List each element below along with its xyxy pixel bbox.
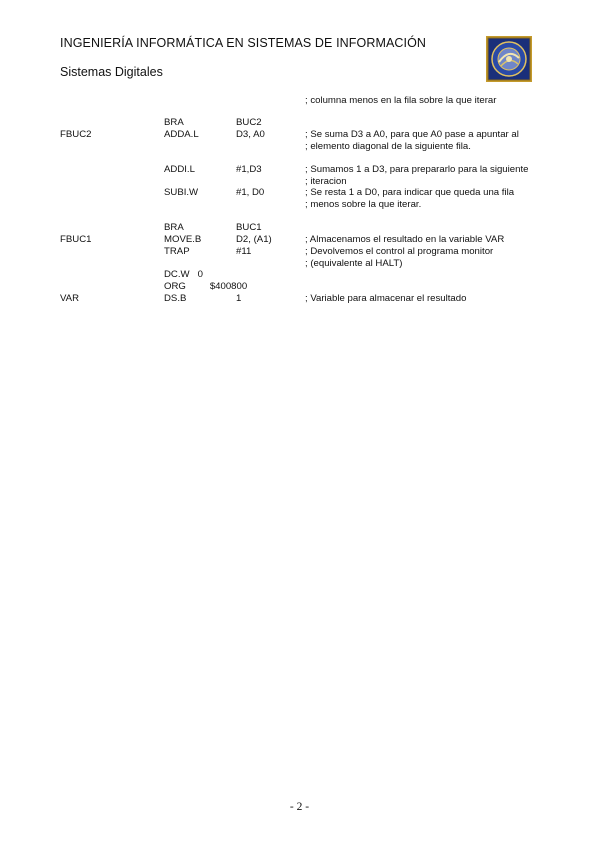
code-comment: ; Sumamos 1 a D3, para prepararlo para la siguiente xyxy=(305,164,529,175)
code-line xyxy=(0,293,599,305)
code-line xyxy=(0,95,599,107)
code-label: FBUC1 xyxy=(60,234,92,245)
code-line xyxy=(0,234,599,246)
code-comment: ; Se suma D3 a A0, para que A0 pase a apuntar al xyxy=(305,129,519,140)
code-comment: ; Devolvemos el control al programa monitor xyxy=(305,246,494,257)
code-operand: BUC1 xyxy=(236,222,262,233)
code-comment: ; Se resta 1 a D0, para indicar que queda una fila xyxy=(305,187,515,198)
code-operand: D3, A0 xyxy=(236,129,265,140)
code-operand: D2, (A1) xyxy=(236,234,272,245)
code-operand: BUC2 xyxy=(236,117,262,128)
code-line xyxy=(0,187,599,199)
code-line xyxy=(0,199,599,211)
code-comment: ; Variable para almacenar el resultado xyxy=(305,293,467,304)
document-header-subtitle: Sistemas Digitales xyxy=(60,65,163,79)
code-line xyxy=(0,246,599,258)
code-opcode: MOVE.B xyxy=(164,234,202,245)
code-line xyxy=(0,222,599,234)
page-number: - 2 - xyxy=(289,801,310,813)
code-line xyxy=(0,269,599,281)
code-line xyxy=(0,164,599,176)
code-comment: ; iteracion xyxy=(305,176,347,187)
code-opcode: BRA xyxy=(164,222,184,233)
code-line xyxy=(0,281,599,293)
code-opcode: SUBI.W xyxy=(164,187,199,198)
code-opcode: ADDI.L xyxy=(164,164,195,175)
code-opcode: ADDA.L xyxy=(164,129,199,140)
code-operand: #11 xyxy=(236,246,252,257)
code-operand: #1, D0 xyxy=(236,187,265,198)
code-line xyxy=(0,141,599,153)
code-operand: #1,D3 xyxy=(236,164,262,175)
code-label: FBUC2 xyxy=(60,129,92,140)
code-opcode: DS.B xyxy=(164,293,187,304)
code-comment: ; Almacenamos el resultado en la variable VAR xyxy=(305,234,505,245)
code-comment: ; columna menos en la fila sobre la que iterar xyxy=(305,95,497,106)
code-directive: ORG $400800 xyxy=(164,281,248,292)
code-opcode: BRA xyxy=(164,117,184,128)
code-line xyxy=(0,129,599,141)
code-label: VAR xyxy=(60,293,80,304)
code-operand: 1 xyxy=(236,293,242,304)
document-header-title: INGENIERÍA INFORMÁTICA EN SISTEMAS DE INFORMACIÓN xyxy=(60,36,427,50)
code-comment: ; elemento diagonal de la siguiente fila. xyxy=(305,141,471,152)
code-opcode: TRAP xyxy=(164,246,190,257)
code-comment: ; (equivalente al HALT) xyxy=(305,258,403,269)
code-directive: DC.W 0 xyxy=(164,269,203,280)
code-line xyxy=(0,117,599,129)
code-comment: ; menos sobre la que iterar. xyxy=(305,199,422,210)
